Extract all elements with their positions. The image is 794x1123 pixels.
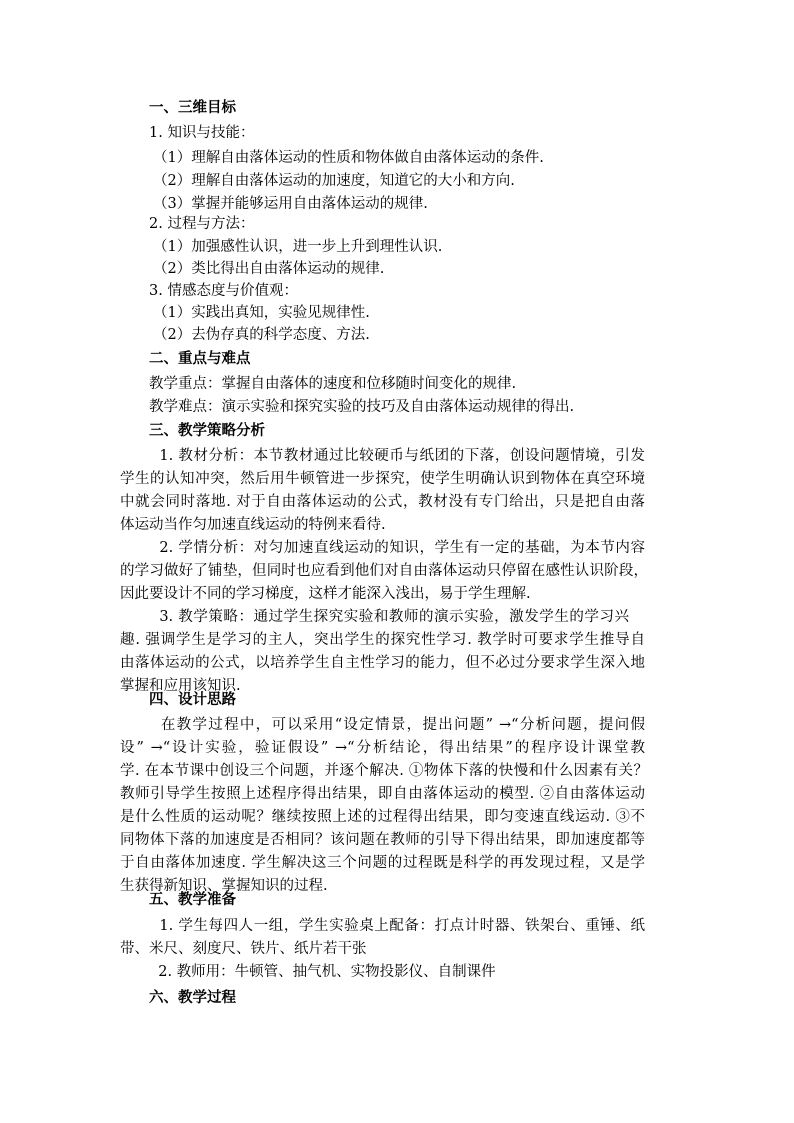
difficult-point-line: 教学难点：演示实验和探究实验的技巧及自由落体运动规律的得出.: [149, 399, 575, 415]
strategy-paragraph-line: 1. 教材分析：本节教材通过比较硬币与纸团的下落，创设问题情境，引发: [159, 448, 645, 464]
design-paragraph-line: 同物体下落的加速度是否相同？该问题在教师的引导下得出结果，即加速度都等: [120, 832, 645, 848]
strategy-paragraph-line: 由落体运动的公式，以培养学生自主性学习的能力，但不必过分要求学生深入地: [120, 655, 645, 671]
design-paragraph-line: 生获得新知识、掌握知识的过程.: [120, 878, 328, 894]
design-paragraph-line: 在教学过程中，可以采用“设定情景，提出问题” →“分析问题，提问假: [160, 717, 646, 733]
preparation-line: 1. 学生每四人一组，学生实验桌上配备：打点计时器、铁架台、重锤、纸: [159, 918, 645, 934]
goals-subheading-knowledge: 1. 知识与技能：: [149, 125, 255, 141]
strategy-paragraph-line: 3. 教学策略：通过学生探究实验和教师的演示实验，激发学生的学习兴: [159, 609, 629, 625]
section-heading-strategy: 三、教学策略分析: [149, 423, 265, 439]
strategy-paragraph-line: 趣. 强调学生是学习的主人，突出学生的探究性学习. 教学时可要求学生推导自: [120, 632, 645, 648]
design-paragraph-line: 设” →“设计实验，验证假设” →“分析结论，得出结果”的程序设计课堂教: [120, 740, 645, 756]
strategy-paragraph-line: 学生的认知冲突，然后用牛顿管进一步探究，使学生明确认识到物体在真空环境: [120, 471, 645, 487]
goals-knowledge-item: （3）掌握并能够运用自由落体运动的规律.: [153, 196, 428, 212]
design-paragraph-line: 学. 在本节课中创设三个问题，并逐个解决. ①物体下落的快慢和什么因素有关？: [120, 763, 648, 779]
section-heading-preparation: 五、教学准备: [149, 892, 236, 908]
design-paragraph-line: 是什么性质的运动呢？继续按照上述的过程得出结果，即匀变速直线运动. ③不: [120, 809, 645, 825]
strategy-paragraph-line: 中就会同时落地. 对于自由落体运动的公式，教材没有专门给出，只是把自由落: [120, 494, 645, 510]
section-heading-process: 六、教学过程: [149, 990, 236, 1006]
goals-process-item: （2）类比得出自由落体运动的规律.: [153, 261, 385, 277]
section-heading-goals: 一、三维目标: [149, 100, 236, 116]
design-paragraph-line: 教师引导学生按照上述程序得出结果，即自由落体运动的模型. ②自由落体运动: [120, 786, 645, 802]
key-point-line: 教学重点：掌握自由落体的速度和位移随时间变化的规律.: [149, 376, 517, 392]
strategy-paragraph-line: 2. 学情分析：对匀加速直线运动的知识，学生有一定的基础，为本节内容: [159, 540, 645, 556]
goals-attitude-item: （2）去伪存真的科学态度、方法.: [153, 327, 370, 343]
preparation-line: 2. 教师用：牛顿管、抽气机、实物投影仪、自制课件: [158, 964, 496, 980]
strategy-paragraph-line: 掌握和应用该知识.: [120, 678, 241, 694]
strategy-paragraph-line: 因此要设计不同的学习梯度，这样才能深入浅出，易于学生理解.: [120, 586, 531, 602]
goals-knowledge-item: （1）理解自由落体运动的性质和物体做自由落体运动的条件.: [153, 150, 544, 166]
goals-knowledge-item: （2）理解自由落体运动的加速度，知道它的大小和方向.: [153, 173, 515, 189]
goals-subheading-attitude: 3. 情感态度与价值观：: [149, 283, 298, 299]
section-heading-design: 四、设计思路: [149, 692, 236, 708]
strategy-paragraph-line: 体运动当作匀加速直线运动的特例来看待.: [120, 517, 386, 533]
design-paragraph-line: 于自由落体加速度. 学生解决这三个问题的过程既是科学的再发现过程，又是学: [120, 855, 645, 871]
goals-attitude-item: （1）实践出真知，实验见规律性.: [153, 305, 370, 321]
goals-subheading-process: 2. 过程与方法：: [149, 216, 255, 232]
goals-process-item: （1）加强感性认识，进一步上升到理性认识.: [153, 239, 443, 255]
strategy-paragraph-line: 的学习做好了铺垫，但同时也应看到他们对自由落体运动只停留在感性认识阶段，: [120, 563, 648, 579]
preparation-line: 带、米尺、刻度尺、铁片、纸片若干张: [120, 941, 367, 957]
section-heading-key-points: 二、重点与难点: [149, 351, 251, 367]
